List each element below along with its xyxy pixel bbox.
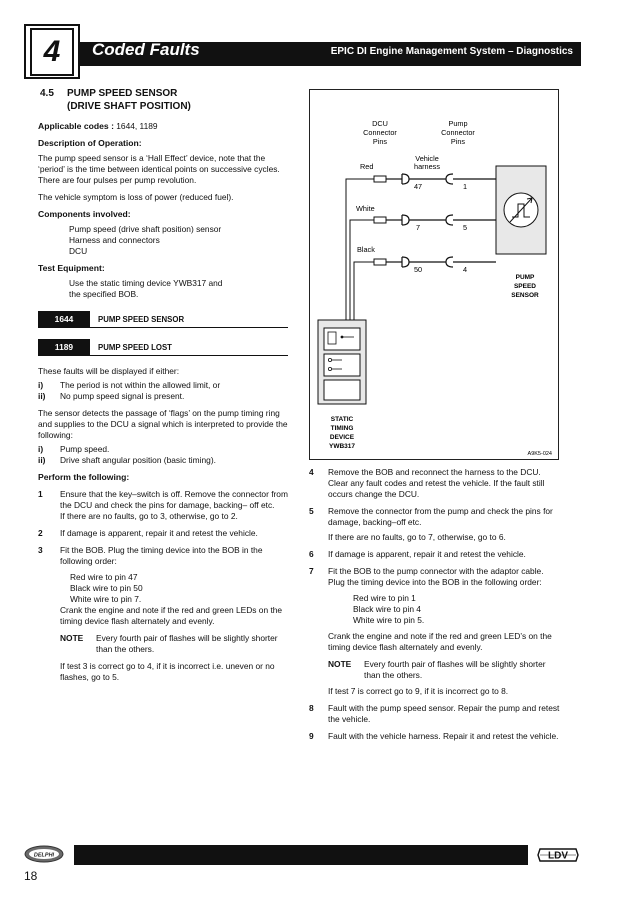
step-number: 4 (309, 467, 314, 477)
display-item-i (38, 380, 294, 391)
note-label: NOTE (60, 633, 84, 643)
step-text: Fit the BOB to the pump connector with the adaptor cable. Plug the timing device into the BOB in the following order: (328, 566, 544, 587)
step-3-result: If test 3 is correct go to 4, if it is incorrect i.e. uneven or no flashes, go to 5. (60, 661, 275, 682)
step-3-wires (38, 572, 294, 605)
page-header (24, 24, 581, 81)
chapter-box (24, 24, 80, 79)
delphi-logo-text: DELPHI (33, 852, 55, 859)
dcu-label-line2: Connector (363, 128, 397, 137)
provides-item-i (38, 444, 294, 455)
dcu-label-line1: DCU (372, 119, 388, 128)
harness-label-line2: harness (414, 162, 440, 171)
step-text: Fault with the pump speed sensor. Repair the pump and retest the vehicle. (328, 703, 560, 724)
wire-black-label: Black (357, 245, 375, 254)
step-3-note (38, 633, 294, 655)
step-2 (38, 528, 294, 539)
sensor-label-line2: SPEED (513, 283, 537, 290)
document-subtitle: EPIC DI Engine Management System – Diagnostics (330, 46, 573, 57)
wire-instruction: White wire to pin 5. (353, 615, 425, 625)
chapter-title: Coded Faults (92, 40, 200, 59)
step-7-note (309, 659, 561, 681)
pump-label-line2: Connector (441, 128, 475, 137)
wiring-diagram-svg (310, 90, 560, 461)
components-list (38, 224, 294, 257)
description-p2: The vehicle symptom is loss of power (reduced fuel). (38, 192, 234, 202)
wire-instruction: Red wire to pin 47 (70, 572, 138, 582)
wire-instruction: Black wire to pin 50 (70, 583, 143, 593)
step-text: Ensure that the key–switch is off. Remove the connector from the DCU and check the pins for damage, backing– off etc. (60, 489, 288, 510)
section-title-line2: (DRIVE SHAFT POSITION) (67, 101, 191, 112)
step-number: 7 (309, 566, 314, 576)
step-text: Remove the BOB and reconnect the harness to the DCU. Clear any fault codes and retest the vehicle. If the fault still occurs change the DCU. (328, 467, 545, 499)
device-label-line1: STATIC (330, 416, 354, 423)
pin-1: 1 (462, 182, 468, 191)
pump-label-line3: Pins (450, 137, 466, 146)
note-text: Every fourth pair of flashes will be slightly shorter than the others. (364, 659, 546, 680)
right-column (309, 467, 561, 742)
dcu-label-line3: Pins (372, 137, 388, 146)
pin-50: 50 (413, 265, 423, 274)
harness-label-line1: Vehicle (415, 154, 439, 163)
list-key: ii) (38, 391, 46, 401)
perform-label: Perform the following: (38, 472, 130, 482)
wire-red-label: Red (360, 162, 374, 171)
fault-underline (90, 355, 288, 356)
wiring-diagram (309, 89, 559, 460)
delphi-logo (24, 845, 64, 863)
section-heading (40, 87, 294, 113)
device-label-line2: TIMING (330, 425, 354, 432)
pin-47: 47 (413, 182, 423, 191)
applicable-codes (38, 121, 294, 132)
pin-7: 7 (415, 223, 421, 232)
step-6 (309, 549, 561, 560)
ldv-logo-text: LDV (548, 850, 568, 862)
step-number: 5 (309, 506, 314, 516)
step-4 (309, 467, 561, 500)
step-number: 3 (38, 545, 43, 555)
chapter-number: 4 (30, 28, 74, 76)
pin-4: 4 (462, 265, 468, 274)
step-number: 6 (309, 549, 314, 559)
step-8 (309, 703, 561, 725)
fault-underline (90, 327, 288, 328)
sensor-label-line1: PUMP (515, 274, 535, 281)
device-label-line3: DEVICE (329, 434, 355, 441)
step-3-crank: Crank the engine and note if the red and green LEDs on the timing device flash alternately and evenly. (60, 605, 283, 626)
step-1 (38, 489, 294, 522)
display-item-ii (38, 391, 294, 402)
fault-row-1189 (38, 338, 294, 356)
note-label: NOTE (328, 659, 352, 669)
fault-code: 1189 (38, 339, 90, 356)
pin-5: 5 (462, 223, 468, 232)
list-text: No pump speed signal is present. (60, 391, 185, 401)
step-7-result: If test 7 is correct go to 9, if it is incorrect go to 8. (328, 686, 509, 696)
list-text: Pump speed. (60, 444, 110, 454)
list-text: The period is not within the allowed limit, or (60, 380, 221, 390)
step-text: Fit the BOB. Plug the timing device into the BOB in the following order: (60, 545, 263, 566)
step-text: If damage is apparent, repair it and retest the vehicle. (60, 528, 258, 538)
test-equipment-line1: Use the static timing device YWB317 and (69, 278, 223, 288)
step-7 (309, 566, 561, 588)
section-title-block (67, 87, 191, 113)
description-p1: The pump speed sensor is a ‘Hall Effect’ device, note that the ‘period’ is the time between identical points on successive cycles. There are four pulses per pump revolution. (38, 153, 280, 185)
applicable-codes-label: Applicable codes : (38, 121, 114, 131)
component-item: DCU (69, 246, 88, 256)
step-7-crank: Crank the engine and note if the red and green LED’s on the timing device flash alternately and evenly. (328, 631, 552, 652)
step-3 (38, 545, 294, 567)
step-number: 2 (38, 528, 43, 538)
list-text: Drive shaft angular position (basic timing). (60, 455, 216, 465)
device-label-line4: YWB317 (328, 443, 356, 450)
timing-device-panel (324, 328, 360, 400)
step-extra: If there are no faults, go to 3, otherwise, go to 2. (60, 511, 238, 521)
step-text: Remove the connector from the pump and check the pins for damage, backing–off etc. (328, 506, 553, 527)
spacer (38, 300, 294, 306)
wire-instruction: Black wire to pin 4 (353, 604, 421, 614)
list-key: i) (38, 444, 44, 454)
step-7-wires (309, 593, 561, 626)
section-title-line1: PUMP SPEED SENSOR (67, 88, 178, 99)
list-key: ii) (38, 455, 46, 465)
test-equipment-text (38, 278, 294, 300)
description-label: Description of Operation: (38, 138, 142, 148)
step-number: 8 (309, 703, 314, 713)
provides-item-ii (38, 455, 294, 466)
pump-label-line1: Pump (448, 119, 468, 128)
step-body (60, 489, 294, 522)
fault-row-1644 (38, 310, 294, 328)
wire-white-label: White (356, 204, 375, 213)
footer-bar (74, 845, 528, 865)
step-5 (309, 506, 561, 528)
list-key: i) (38, 380, 44, 390)
step-5-extra: If there are no faults, go to 7, otherwise, go to 6. (328, 532, 506, 542)
wire-instruction: White wire to pin 7. (70, 594, 142, 604)
step-9 (309, 731, 561, 742)
ldv-logo (536, 844, 580, 866)
note-text: Every fourth pair of flashes will be slightly shorter than the others. (96, 633, 278, 654)
step-text: Fault with the vehicle harness. Repair it and retest the vehicle. (328, 731, 559, 741)
probe-tips (374, 176, 386, 265)
section-number: 4.5 (40, 88, 54, 99)
diagram-reference: A9K5-024 (527, 451, 552, 457)
connector-pins (386, 174, 496, 267)
step-number: 9 (309, 731, 314, 741)
applicable-codes-value: 1644, 1189 (113, 121, 158, 131)
hall-sensor-icon (504, 193, 538, 227)
component-item: Harness and connectors (69, 235, 160, 245)
left-column (38, 87, 294, 683)
fault-description: PUMP SPEED LOST (98, 342, 172, 352)
step-number: 1 (38, 489, 43, 499)
sensor-label-line3: SENSOR (511, 292, 539, 299)
page-number: 18 (24, 869, 38, 883)
wire-instruction: Red wire to pin 1 (353, 593, 416, 603)
fault-code: 1644 (38, 311, 90, 328)
test-equipment-line2: the specified BOB. (69, 289, 139, 299)
display-intro: These faults will be displayed if either: (38, 366, 180, 376)
sensor-detects-text: The sensor detects the passage of ‘flags’ on the pump timing ring and supplies to the DCU a signal which is interpreted to provide the following: (38, 408, 288, 440)
components-label: Components involved: (38, 209, 131, 219)
step-text: If damage is apparent, repair it and retest the vehicle. (328, 549, 526, 559)
test-equipment-label: Test Equipment: (38, 263, 105, 273)
component-item: Pump speed (drive shaft position) sensor (69, 224, 222, 234)
fault-description: PUMP SPEED SENSOR (98, 314, 185, 324)
